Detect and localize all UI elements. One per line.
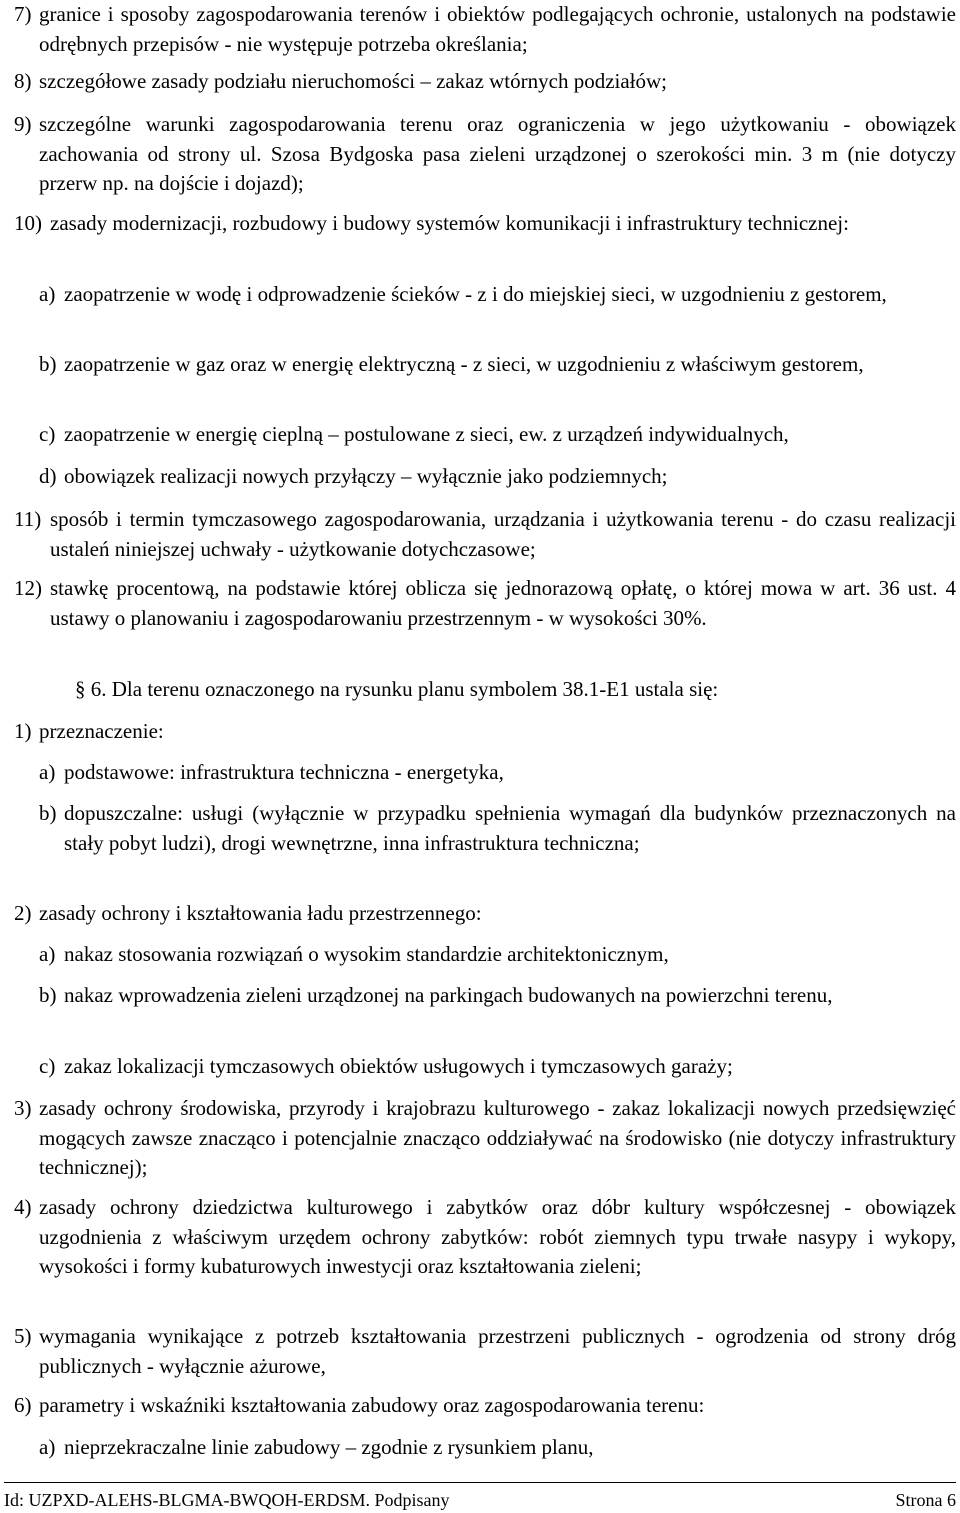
sub-item-10c — [39, 420, 956, 450]
item-text: zasady ochrony dziedzictwa kulturowego i zabytków oraz dóbr kultury współczesnej - obowiązek uzgodnienia z właściwym urzędem ochrony zabytków: robót ziemnych typu trwałe nasypy i wykopy, wysokości i formy kubaturowych inwestycji oraz kształtowania zieleni; — [39, 1195, 956, 1278]
list-item-3 — [14, 1094, 956, 1183]
list-item-6 — [14, 1391, 956, 1421]
item-number: 3) — [14, 1096, 32, 1120]
sub-item-2b — [39, 981, 956, 1011]
list-item-10 — [14, 209, 956, 239]
item-number: 10) — [14, 211, 42, 235]
list-item-8 — [14, 67, 956, 97]
item-text: nakaz wprowadzenia zieleni urządzonej na parkingach budowanych na powierzchni terenu, — [64, 983, 833, 1007]
paragraph-text: § 6. Dla terenu oznaczonego na rysunku planu symbolem 38.1-E1 ustala się: — [75, 677, 719, 701]
section-paragraph-6 — [75, 675, 956, 705]
sub-item-2a — [39, 940, 956, 970]
list-item-7 — [14, 0, 956, 59]
list-item-9 — [14, 110, 956, 199]
item-text: dopuszczalne: usługi (wyłącznie w przypadku spełnienia wymagań dla budynków przeznaczonych na stały pobyt ludzi), drogi wewnętrzne, inna infrastruktura techniczna; — [64, 801, 956, 855]
item-number: 9) — [14, 112, 32, 136]
item-letter: c) — [39, 1054, 56, 1078]
item-letter: c) — [39, 422, 56, 446]
sub-item-10d — [39, 462, 956, 492]
item-text: przeznaczenie: — [39, 719, 164, 743]
item-text: nakaz stosowania rozwiązań o wysokim standardzie architektonicznym, — [64, 942, 669, 966]
list-item-4 — [14, 1193, 956, 1282]
item-text: obowiązek realizacji nowych przyłączy – wyłącznie jako podziemnych; — [64, 464, 668, 488]
sub-item-10a — [39, 280, 956, 310]
sub-item-1a — [39, 758, 956, 788]
item-number: 8) — [14, 69, 32, 93]
item-number: 6) — [14, 1393, 32, 1417]
page-footer — [4, 1488, 956, 1512]
item-letter: a) — [39, 282, 56, 306]
item-letter: a) — [39, 1435, 56, 1459]
item-text: granice i sposoby zagospodarowania terenów i obiektów podlegających ochronie, ustalonych na podstawie odrębnych przepisów - nie występuje potrzeba określania; — [39, 2, 956, 56]
sub-item-1b — [39, 799, 956, 858]
item-number: 11) — [14, 507, 42, 531]
item-text: zakaz lokalizacji tymczasowych obiektów usługowych i tymczasowych garaży; — [64, 1054, 733, 1078]
item-text: zaopatrzenie w wodę i odprowadzenie ścieków - z i do miejskiej sieci, w uzgodnieniu z gestorem, — [64, 282, 887, 306]
sub-item-10b — [39, 350, 956, 380]
item-text: zasady ochrony środowiska, przyrody i krajobrazu kulturowego - zakaz lokalizacji nowych przedsięwzięć mogących zawsze znacząco i potencjalnie znacząco oddziaływać na środowisko (nie dotyczy infrastruktury technicznej); — [39, 1096, 956, 1179]
page-number: Strona 6 — [895, 1490, 956, 1510]
item-letter: b) — [39, 801, 57, 825]
item-letter: d) — [39, 464, 57, 488]
item-number: 12) — [14, 576, 42, 600]
item-text: stawkę procentową, na podstawie której oblicza się jednorazową opłatę, o której mowa w art. 36 ust. 4 ustawy o planowaniu i zagospodarowaniu przestrzennym - w wysokości 30%. — [50, 576, 956, 630]
item-text: zaopatrzenie w gaz oraz w energię elektryczną - z sieci, w uzgodnieniu z właściwym gestorem, — [64, 352, 864, 376]
sub-item-6a — [39, 1433, 956, 1463]
list-item-12 — [14, 574, 956, 633]
item-letter: a) — [39, 760, 56, 784]
item-text: parametry i wskaźniki kształtowania zabudowy oraz zagospodarowania terenu: — [39, 1393, 705, 1417]
item-number: 1) — [14, 719, 32, 743]
list-item-2 — [14, 899, 956, 929]
item-letter: b) — [39, 352, 57, 376]
item-number: 5) — [14, 1324, 32, 1348]
item-text: zasady modernizacji, rozbudowy i budowy systemów komunikacji i infrastruktury technicznej: — [50, 211, 849, 235]
list-item-11 — [14, 505, 956, 564]
item-text: nieprzekraczalne linie zabudowy – zgodnie z rysunkiem planu, — [64, 1435, 594, 1459]
item-text: szczególne warunki zagospodarowania terenu oraz ograniczenia w jego użytkowaniu - obowiązek zachowania od strony ul. Szosa Bydgoska pasa zieleni urządzonej o szerokości min. 3 m (nie dotyczy przerw np. na dojście i dojazd); — [39, 112, 956, 195]
list-item-1 — [14, 717, 956, 747]
item-text: sposób i termin tymczasowego zagospodarowania, urządzania i użytkowania terenu - do czasu realizacji ustaleń niniejszej uchwały - użytkowanie dotychczasowe; — [50, 507, 956, 561]
footer-divider — [4, 1482, 956, 1483]
item-text: zasady ochrony i kształtowania ładu przestrzennego: — [39, 901, 482, 925]
sub-item-2c — [39, 1052, 956, 1082]
item-text: szczegółowe zasady podziału nieruchomości – zakaz wtórnych podziałów; — [39, 69, 668, 93]
item-number: 4) — [14, 1195, 32, 1219]
item-text: podstawowe: infrastruktura techniczna - energetyka, — [64, 760, 504, 784]
list-item-5 — [14, 1322, 956, 1381]
item-number: 2) — [14, 901, 32, 925]
document-id: Id: UZPXD-ALEHS-BLGMA-BWQOH-ERDSM. Podpisany — [4, 1490, 450, 1510]
item-text: wymagania wynikające z potrzeb kształtowania przestrzeni publicznych - ogrodzenia od strony dróg publicznych - wyłącznie ażurowe, — [39, 1324, 956, 1378]
item-number: 7) — [14, 2, 32, 26]
item-letter: a) — [39, 942, 56, 966]
item-letter: b) — [39, 983, 57, 1007]
item-text: zaopatrzenie w energię cieplną – postulowane z sieci, ew. z urządzeń indywidualnych, — [64, 422, 789, 446]
